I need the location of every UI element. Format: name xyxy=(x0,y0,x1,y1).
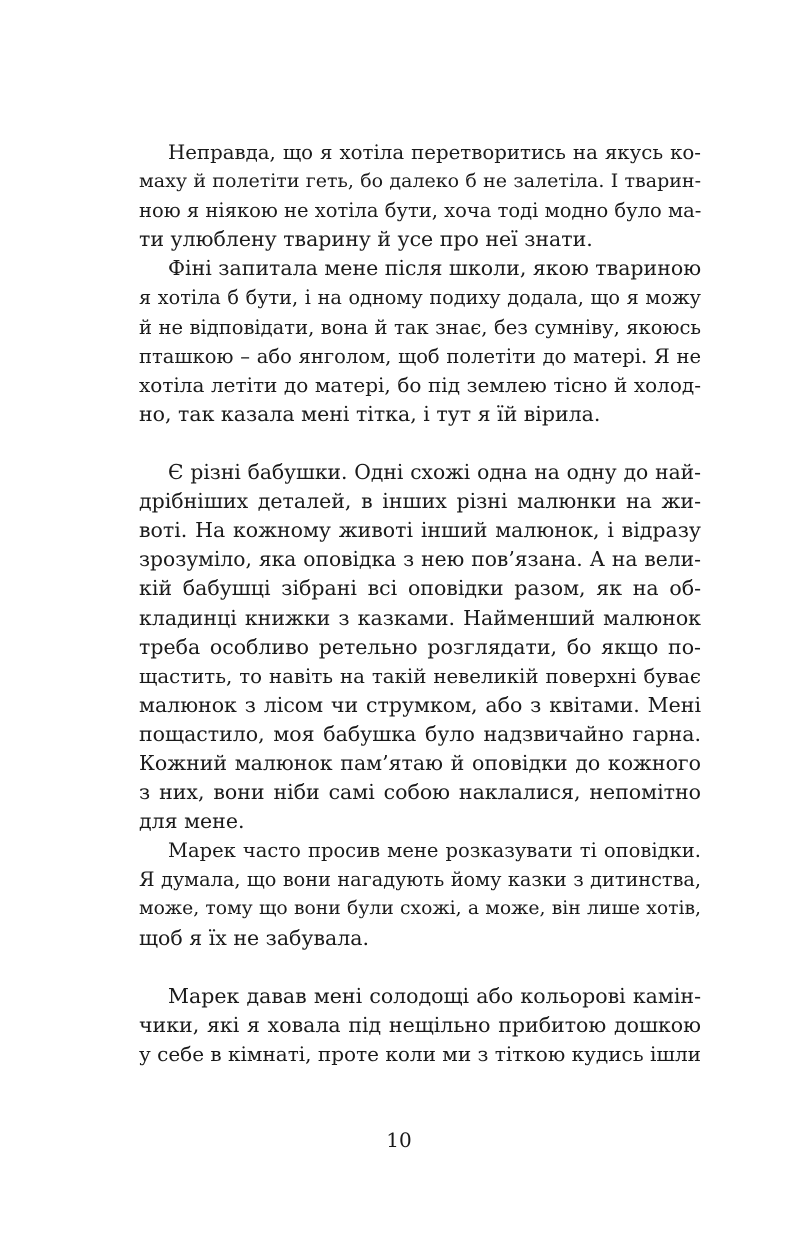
text-line: Я думала, що вони нагадують йому казки з дитинства, xyxy=(139,868,701,892)
text-line: з них, вони ніби самі собою наклалися, непомітно xyxy=(139,780,701,805)
text-line: для мене. xyxy=(139,809,245,834)
text-line: щоб я їх не забувала. xyxy=(139,925,369,950)
text-line: ти улюблену тварину й усе про неї знати. xyxy=(139,227,593,252)
section-break xyxy=(139,429,701,458)
text-line: Фіні запитала мене після школи, якою твариною xyxy=(168,256,702,281)
text-line: но, так казала мені тітка, і тут я їй вірила. xyxy=(139,401,601,426)
text-line: Є різні бабушки. Одні схожі одна на одну до най- xyxy=(168,460,701,485)
text-line: Марек часто просив мене розказувати ті оповідки. xyxy=(168,839,701,863)
text-line: Кожний малюнок пам’ятаю й оповідки до кожного xyxy=(139,750,701,775)
paragraph-3 xyxy=(139,458,701,836)
text-line: пощастило, моя бабушка було надзвичайно гарна. xyxy=(139,721,701,746)
paragraph-2 xyxy=(139,254,701,429)
text-line: Неправда, що я хотіла перетворитись на якусь ко- xyxy=(168,141,701,164)
text-line: малюнок з лісом чи струмком, або з квітами. Мені xyxy=(139,692,701,717)
page-number: 10 xyxy=(386,1128,412,1152)
paragraph-5 xyxy=(139,982,701,1069)
page-body xyxy=(139,138,701,1069)
paragraph-1 xyxy=(139,138,701,254)
text-line: маху й полетіти геть, бо далеко б не залетіла. І тварин- xyxy=(139,170,701,193)
text-line: воті. На кожному животі інший малюнок, і відразу xyxy=(139,518,701,543)
text-line: чики, які я ховала під нещільно прибитою дошкою xyxy=(139,1012,701,1037)
text-line: й не відповідати, вона й так знає, без сумніву, якоюсь xyxy=(139,315,701,339)
text-line: кладинці книжки з казками. Найменший малюнок xyxy=(139,605,701,630)
text-line: ною я ніякою не хотіла бути, хоча тоді модно було ма- xyxy=(139,199,702,223)
text-line: хотіла летіти до матері, бо під землею тісно й холод- xyxy=(139,372,701,397)
section-break xyxy=(139,953,701,982)
paragraph-4 xyxy=(139,836,701,952)
text-line: я хотіла б бути, і на одному подиху додала, що я можу xyxy=(139,286,701,310)
text-line: дрібніших деталей, в інших різні малюнки на жи- xyxy=(139,489,701,514)
text-line: кій бабушці зібрані всі оповідки разом, як на об- xyxy=(139,576,701,601)
text-line: зрозуміло, яка оповідка з нею пов’язана. А на вели- xyxy=(139,547,701,572)
text-line: пташкою – або янголом, щоб полетіти до матері. Я не xyxy=(139,344,701,368)
text-line: може, тому що вони були схожі, а може, він лише хотів, xyxy=(139,898,701,920)
text-line: Марек давав мені солодощі або кольорові камін- xyxy=(168,983,701,1008)
text-line: щастить, то навіть на такій невеликій поверхні буває xyxy=(139,664,701,688)
text-line: треба особливо ретельно розглядати, бо якщо по- xyxy=(139,634,701,659)
text-line: у себе в кімнаті, проте коли ми з тіткою кудись ішли xyxy=(139,1041,701,1066)
